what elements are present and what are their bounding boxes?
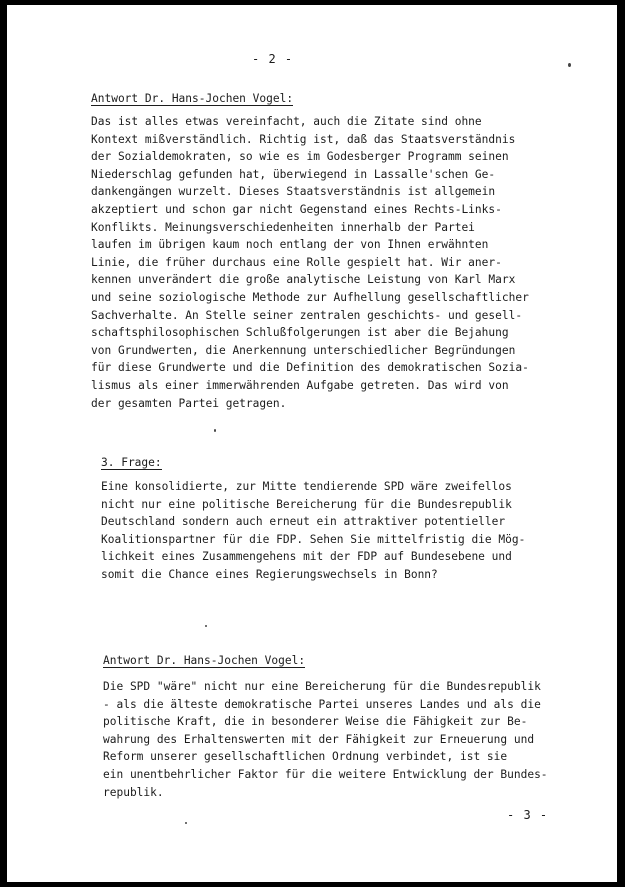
- text-line: ein unentbehrlicher Faktor für die weitere Entwicklung der Bundes-: [103, 767, 548, 781]
- text-line: Deutschland sondern auch erneut ein attraktiver potentieller: [101, 515, 506, 529]
- text-line: laufen im übrigen kaum noch entlang der von Ihnen erwähnten: [91, 238, 489, 252]
- section-1-heading: Antwort Dr. Hans-Jochen Vogel:: [91, 92, 294, 105]
- section-3-heading: Antwort Dr. Hans-Jochen Vogel:: [103, 654, 306, 667]
- text-line: Linie, die früher durchaus eine Rolle gespielt hat. Wir aner-: [91, 255, 502, 269]
- scan-speck: [185, 822, 187, 824]
- document-page: [7, 5, 617, 882]
- text-line: republik.: [103, 785, 164, 799]
- page-number: - 2 -: [252, 52, 294, 66]
- text-line: politische Kraft, die in besonderer Weise die Fähigkeit zur Be-: [103, 715, 528, 729]
- text-line: somit die Chance eines Regierungswechsels in Bonn?: [101, 567, 438, 581]
- text-line: von Grundwerten, die Anerkennung unterschiedlicher Begründungen: [91, 343, 516, 357]
- text-line: schaftsphilosophischen Schlußfolgerungen ist aber die Bejahung: [91, 326, 509, 340]
- text-line: lichkeit eines Zusammengehens mit der FDP auf Bundesebene und: [101, 550, 512, 564]
- text-line: Das ist alles etwas vereinfacht, auch die Zitate sind ohne: [91, 115, 482, 128]
- text-line: wahrung des Erhaltenswerten mit der Fähigkeit zur Erneuerung und: [103, 732, 535, 746]
- text-line: der gesamten Partei getragen.: [91, 396, 287, 410]
- text-line: Kontext mißverständlich. Richtig ist, daß das Staatsverständnis: [91, 132, 516, 146]
- text-line: Niederschlag gefunden hat, überwiegend in Lassalle'schen Ge-: [91, 167, 496, 181]
- text-line: - als die älteste demokratische Partei unseres Landes und als die: [103, 697, 541, 711]
- text-line: Sachverhalte. An Stelle seiner zentralen geschichts- und gesell-: [91, 308, 523, 322]
- text-line: Die SPD "wäre" nicht nur eine Bereicherung für die Bundesrepublik: [103, 680, 541, 693]
- text-line: Koalitionspartner für die FDP. Sehen Sie mittelfristig die Mög-: [101, 532, 526, 546]
- text-line: der Sozialdemokraten, so wie es im Godesberger Programm seinen: [91, 150, 509, 164]
- section-2-heading: 3. Frage:: [101, 456, 162, 469]
- next-page-marker: - 3 -: [507, 808, 549, 822]
- text-line: Konflikts. Meinungsverschiedenheiten innerhalb der Partei: [91, 220, 475, 234]
- section-1-body: [91, 113, 529, 412]
- scan-speck: [205, 625, 207, 627]
- text-line: nicht nur eine politische Bereicherung für die Bundesrepublik: [101, 497, 512, 511]
- text-line: für diese Grundwerte und die Definition des demokratischen Sozia-: [91, 361, 529, 375]
- text-line: Reform unserer gesellschaftlichen Ordnung verbindet, ist sie: [103, 750, 508, 764]
- section-3-body: [103, 678, 548, 801]
- text-line: lismus als einer immerwährenden Aufgabe getreten. Das wird von: [91, 378, 509, 392]
- text-line: akzeptiert und schon gar nicht Gegenstand eines Rechts-Links-: [91, 202, 502, 216]
- text-line: Eine konsolidierte, zur Mitte tendierende SPD wäre zweifellos: [101, 480, 512, 493]
- text-line: kennen unverändert die große analytische Leistung von Karl Marx: [91, 273, 516, 287]
- text-line: dankengängen wurzelt. Dieses Staatsverständnis ist allgemein: [91, 185, 496, 199]
- scan-speck: [214, 429, 216, 432]
- text-line: und seine soziologische Methode zur Aufhellung gesellschaftlicher: [91, 290, 529, 304]
- section-2-body: [101, 478, 525, 584]
- scan-speck: [568, 63, 571, 67]
